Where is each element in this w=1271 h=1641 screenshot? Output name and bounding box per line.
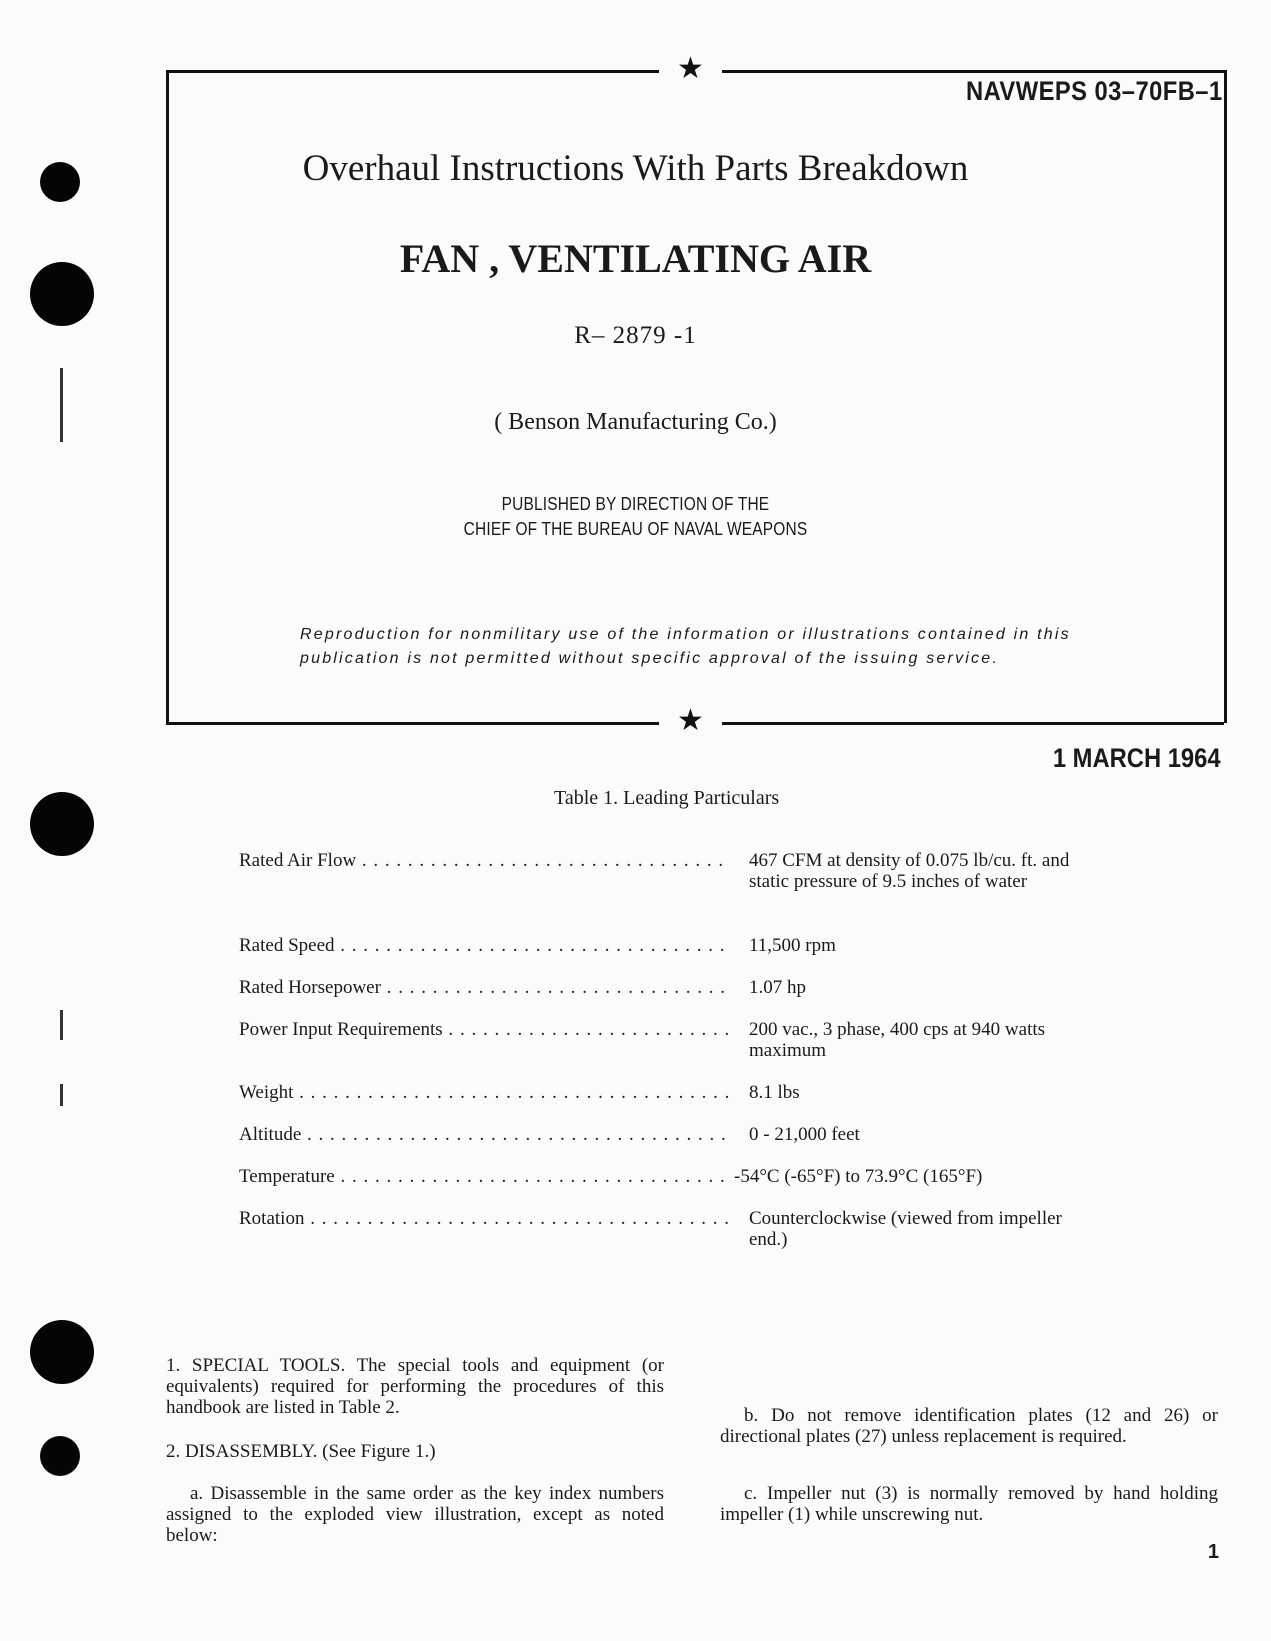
binder-hole: [40, 1436, 80, 1476]
margin-mark: [60, 1010, 63, 1040]
document-number: NAVWEPS 03–70FB–1: [966, 76, 1223, 106]
model-number: R– 2879 -1: [574, 322, 697, 349]
paragraph-disassembly-a: a. Disassemble in the same order as the key index numbers assigned to the exploded view illustration, except as noted below:: [166, 1483, 664, 1546]
reproduction-notice: publication is not permitted without specific approval of the issuing service.: [300, 650, 999, 667]
row-value: 11,500 rpm: [749, 935, 836, 956]
row-value: Counterclockwise (viewed from impeller end.): [749, 1208, 1062, 1250]
published-by-line: PUBLISHED BY DIRECTION OF THE: [501, 494, 770, 514]
star-icon: ★: [677, 703, 704, 738]
paragraph-special-tools: 1. SPECIAL TOOLS. The special tools and equipment (or equivalents) required for performing the procedures of this handbook are listed in Table 2.: [166, 1355, 664, 1418]
paragraph-disassembly-c: c. Impeller nut (3) is normally removed by hand holding impeller (1) while unscrewing nut.: [720, 1483, 1218, 1525]
reproduction-notice: Reproduction for nonmilitary use of the information or illustrations contained in this: [300, 626, 1071, 643]
binder-hole: [30, 792, 94, 856]
frame-bottom-rule-left: [166, 722, 659, 725]
document-title: FAN , VENTILATING AIR: [399, 236, 872, 281]
manufacturer: ( Benson Manufacturing Co.): [494, 409, 777, 435]
binder-hole: [30, 1320, 94, 1384]
row-label: Rated Horsepower . . .: [239, 977, 729, 999]
paragraph-disassembly-heading: 2. DISASSEMBLY. (See Figure 1.): [166, 1441, 436, 1462]
star-icon: ★: [677, 51, 704, 86]
frame-top-rule-left: [166, 70, 659, 73]
row-value: 0 - 21,000 feet: [749, 1124, 860, 1145]
document-subtitle: Overhaul Instructions With Parts Breakdown: [302, 148, 969, 189]
row-label: Temperature . . .: [239, 1166, 729, 1188]
row-value: -54°C (-65°F) to 73.9°C (165°F): [734, 1166, 983, 1187]
row-value: 8.1 lbs: [749, 1082, 800, 1103]
frame-bottom-rule-right: [722, 722, 1224, 725]
row-label: Power Input Requirements . . .: [239, 1019, 729, 1041]
row-value: 1.07 hp: [749, 977, 806, 998]
row-value: 200 vac., 3 phase, 400 cps at 940 watts maximum: [749, 1019, 1046, 1061]
row-label: Rated Speed . . .: [239, 935, 729, 957]
page-number: 1: [1207, 1541, 1219, 1563]
paragraph-disassembly-b: b. Do not remove identification plates (12 and 26) or directional plates (27) unless replacement is required.: [720, 1405, 1218, 1447]
publication-date: 1 MARCH 1964: [1053, 743, 1221, 773]
table-title: Table 1. Leading Particulars: [554, 787, 780, 809]
published-by-line: CHIEF OF THE BUREAU OF NAVAL WEAPONS: [463, 519, 808, 539]
frame-top-rule-right: [722, 70, 1224, 73]
row-label: Rotation . . .: [239, 1208, 729, 1230]
row-label: Rated Air Flow . . .: [239, 850, 729, 872]
row-label: Altitude . . .: [239, 1124, 729, 1146]
row-label: Weight . . .: [239, 1082, 729, 1104]
margin-mark: [60, 1084, 63, 1106]
row-value: 467 CFM at density of 0.075 lb/cu. ft. and static pressure of 9.5 inches of water: [749, 850, 1070, 892]
